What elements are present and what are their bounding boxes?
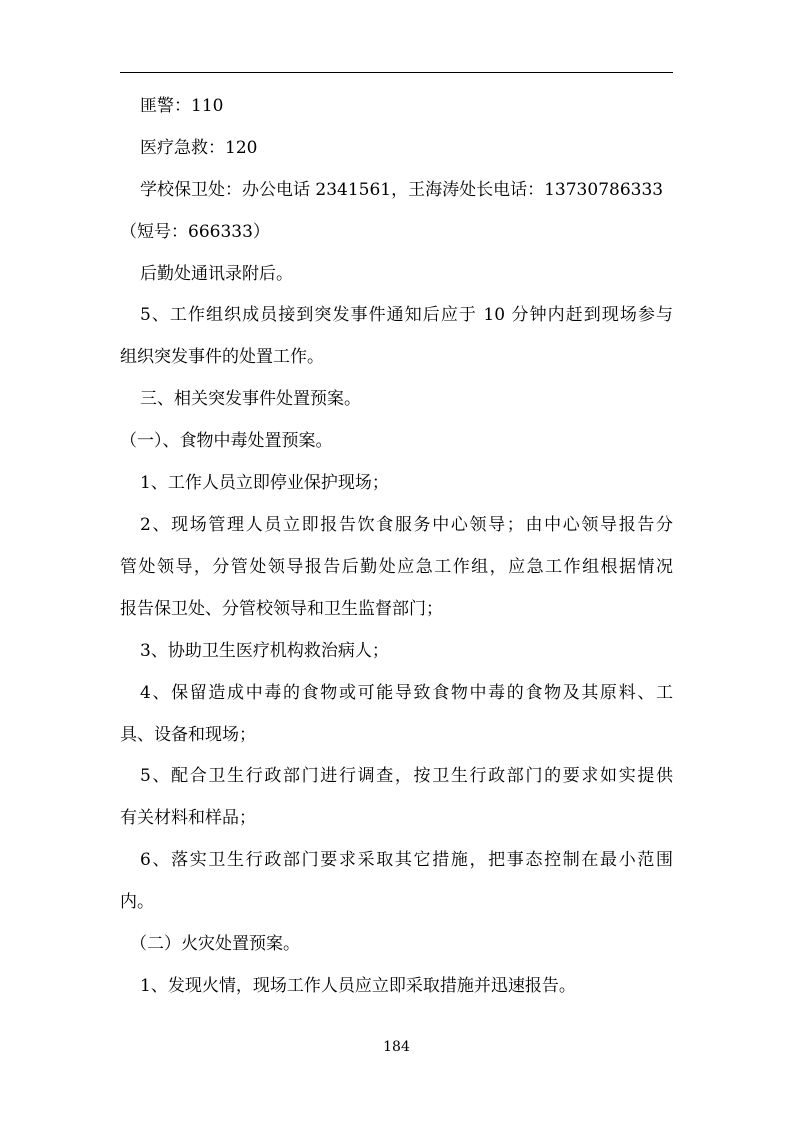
text-line-fp-5a: 5、配合卫生行政部门进行调查，按卫生行政部门的要求如实提供	[140, 766, 673, 786]
text-line-fp-5b: 有关材料和样品；	[120, 808, 256, 828]
text-line-fp-3: 3、协助卫生医疗机构救治病人；	[140, 641, 389, 661]
text-line-medical: 医疗急救：120	[140, 138, 258, 158]
header-rule	[120, 72, 673, 73]
text-line-police: 匪警：110	[140, 96, 224, 116]
text-line-fp-6a: 6、落实卫生行政部门要求采取其它措施，把事态控制在最小范围	[140, 850, 673, 870]
text-line-short-number: （短号：666333）	[120, 222, 270, 242]
text-line-fp-2a: 2、现场管理人员立即报告饮食服务中心领导；由中心领导报告分	[140, 515, 673, 535]
text-line-security-office: 学校保卫处：办公电话 2341561，王海涛处长电话：13730786333	[140, 180, 664, 200]
text-line-fp-6b: 内。	[120, 892, 154, 912]
text-line-fp-4a: 4、保留造成中毒的食物或可能导致食物中毒的食物及其原料、工	[140, 683, 673, 703]
text-line-fp-4b: 具、设备和现场；	[120, 725, 256, 745]
section-heading-3: 三、相关突发事件处置预案。	[140, 389, 361, 409]
text-line-directory: 后勤处通讯录附后。	[140, 264, 293, 284]
text-line-fp-2c: 报告保卫处、分管校领导和卫生监督部门；	[120, 599, 443, 619]
text-line-item5-start: 5、工作组织成员接到突发事件通知后应于 10 分钟内赶到现场参与	[140, 305, 673, 325]
text-line-fp-1: 1、工作人员立即停业保护现场；	[140, 473, 389, 493]
page-number: 184	[383, 1039, 410, 1055]
subsection-heading-fire: （二）火灾处置预案。	[130, 934, 300, 954]
text-line-fp-2b: 管处领导，分管处领导报告后勤处应急工作组，应急工作组根据情况	[120, 557, 673, 577]
subsection-heading-food-poisoning: （一）、食物中毒处置预案。	[120, 431, 333, 451]
text-line-fire-1: 1、发现火情，现场工作人员应立即采取措施并迅速报告。	[140, 976, 576, 996]
text-line-item5-end: 组织突发事件的处置工作。	[120, 347, 324, 367]
